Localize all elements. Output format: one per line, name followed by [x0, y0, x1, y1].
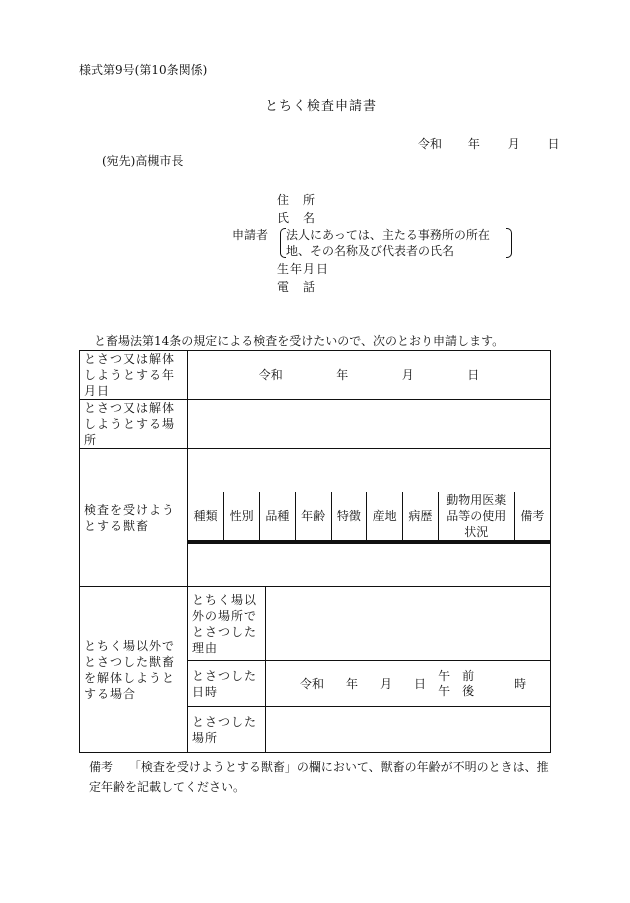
slaughter-date-label: とさつ又は解体しようとする年月日 [80, 351, 188, 400]
application-table [79, 350, 551, 753]
date-month: 月 [380, 676, 393, 691]
grid-cell[interactable] [438, 543, 514, 544]
grid-cell[interactable] [514, 543, 550, 544]
livestock-grid [188, 492, 550, 544]
date-day: 日 [414, 676, 427, 691]
slaughter-place-sub-label: とさつした場所 [188, 707, 266, 753]
document-title: とちく検査申請書 [265, 99, 378, 114]
slaughter-place-label: とさつ又は解体しようとする場所 [80, 400, 188, 449]
remarks-label: 備考 [89, 760, 114, 774]
applicant-tag: 申請者 [232, 228, 269, 242]
date-era: 令和 [300, 676, 325, 691]
grid-cell[interactable] [224, 543, 260, 544]
remarks-text: 「検査を受けようとする獣畜」の欄において、獣畜の年齢が不明のときは、推定年齢を記載してください。 [89, 760, 549, 794]
form-number: 様式第9号(第10条関係) [79, 63, 208, 77]
livestock-label: 検査を受けようとする獣畜 [80, 449, 188, 587]
am-label: 午 前 [438, 668, 475, 683]
birthdate-label: 生年月日 [277, 262, 330, 276]
table-row [80, 449, 551, 587]
livestock-header-row [188, 492, 550, 541]
slaughter-place-field[interactable] [188, 400, 551, 449]
grid-cell[interactable] [367, 543, 403, 544]
grid-cell[interactable] [331, 543, 367, 544]
outside-reason-label: とちく場以外の場所でとさつした理由 [188, 587, 266, 661]
livestock-row [188, 543, 550, 544]
date-year: 年 [346, 676, 359, 691]
date-year: 年 [467, 137, 480, 151]
header-features: 特徴 [331, 492, 367, 541]
header-sex: 性別 [224, 492, 260, 541]
header-notes: 備考 [514, 492, 550, 541]
intro-text: と畜場法第14条の規定による検査を受けたいので、次のとおり申請します。 [94, 334, 505, 348]
grid-cell[interactable] [295, 543, 331, 544]
grid-cell[interactable] [260, 543, 296, 544]
date-day: 日 [547, 137, 560, 151]
application-date [418, 138, 560, 150]
date-month: 月 [507, 137, 520, 151]
header-type: 種類 [188, 492, 224, 541]
header-veterinary-drugs: 動物用医薬品等の使用状況 [438, 492, 514, 541]
header-medical-history: 病歴 [403, 492, 439, 541]
slaughter-datetime-field[interactable] [266, 661, 551, 707]
slaughter-datetime-label: とさつした日時 [188, 661, 266, 707]
livestock-grid-cell [188, 449, 551, 587]
name-label: 氏 名 [277, 211, 317, 225]
slaughter-date-field[interactable] [188, 351, 551, 400]
header-breed: 品種 [260, 492, 296, 541]
addressee: (宛先)高槻市長 [102, 154, 184, 168]
header-age: 年齢 [295, 492, 331, 541]
date-day: 日 [467, 368, 480, 382]
date-month: 月 [401, 368, 414, 382]
grid-cell[interactable] [403, 543, 439, 544]
outside-reason-field[interactable] [266, 587, 551, 661]
remarks [89, 757, 559, 797]
date-era: 令和 [418, 137, 443, 151]
grid-cell[interactable] [188, 543, 224, 544]
hour-label: 時 [514, 676, 527, 691]
address-label: 住 所 [277, 193, 317, 207]
header-origin: 産地 [367, 492, 403, 541]
corporation-note: 法人にあっては、主たる事務所の所在地、その名称及び代表者の氏名 [286, 227, 506, 259]
pm-label: 午 後 [438, 683, 475, 698]
phone-label: 電 話 [277, 280, 317, 294]
date-year: 年 [336, 368, 349, 382]
table-row [80, 587, 551, 661]
outside-slaughter-label: とちく場以外でとさつした獣畜を解体しようとする場合 [80, 587, 188, 753]
table-row [80, 351, 551, 400]
date-era: 令和 [258, 368, 283, 382]
am-pm-choice [438, 669, 474, 699]
slaughter-place-sub-field[interactable] [266, 707, 551, 753]
table-row [80, 400, 551, 449]
